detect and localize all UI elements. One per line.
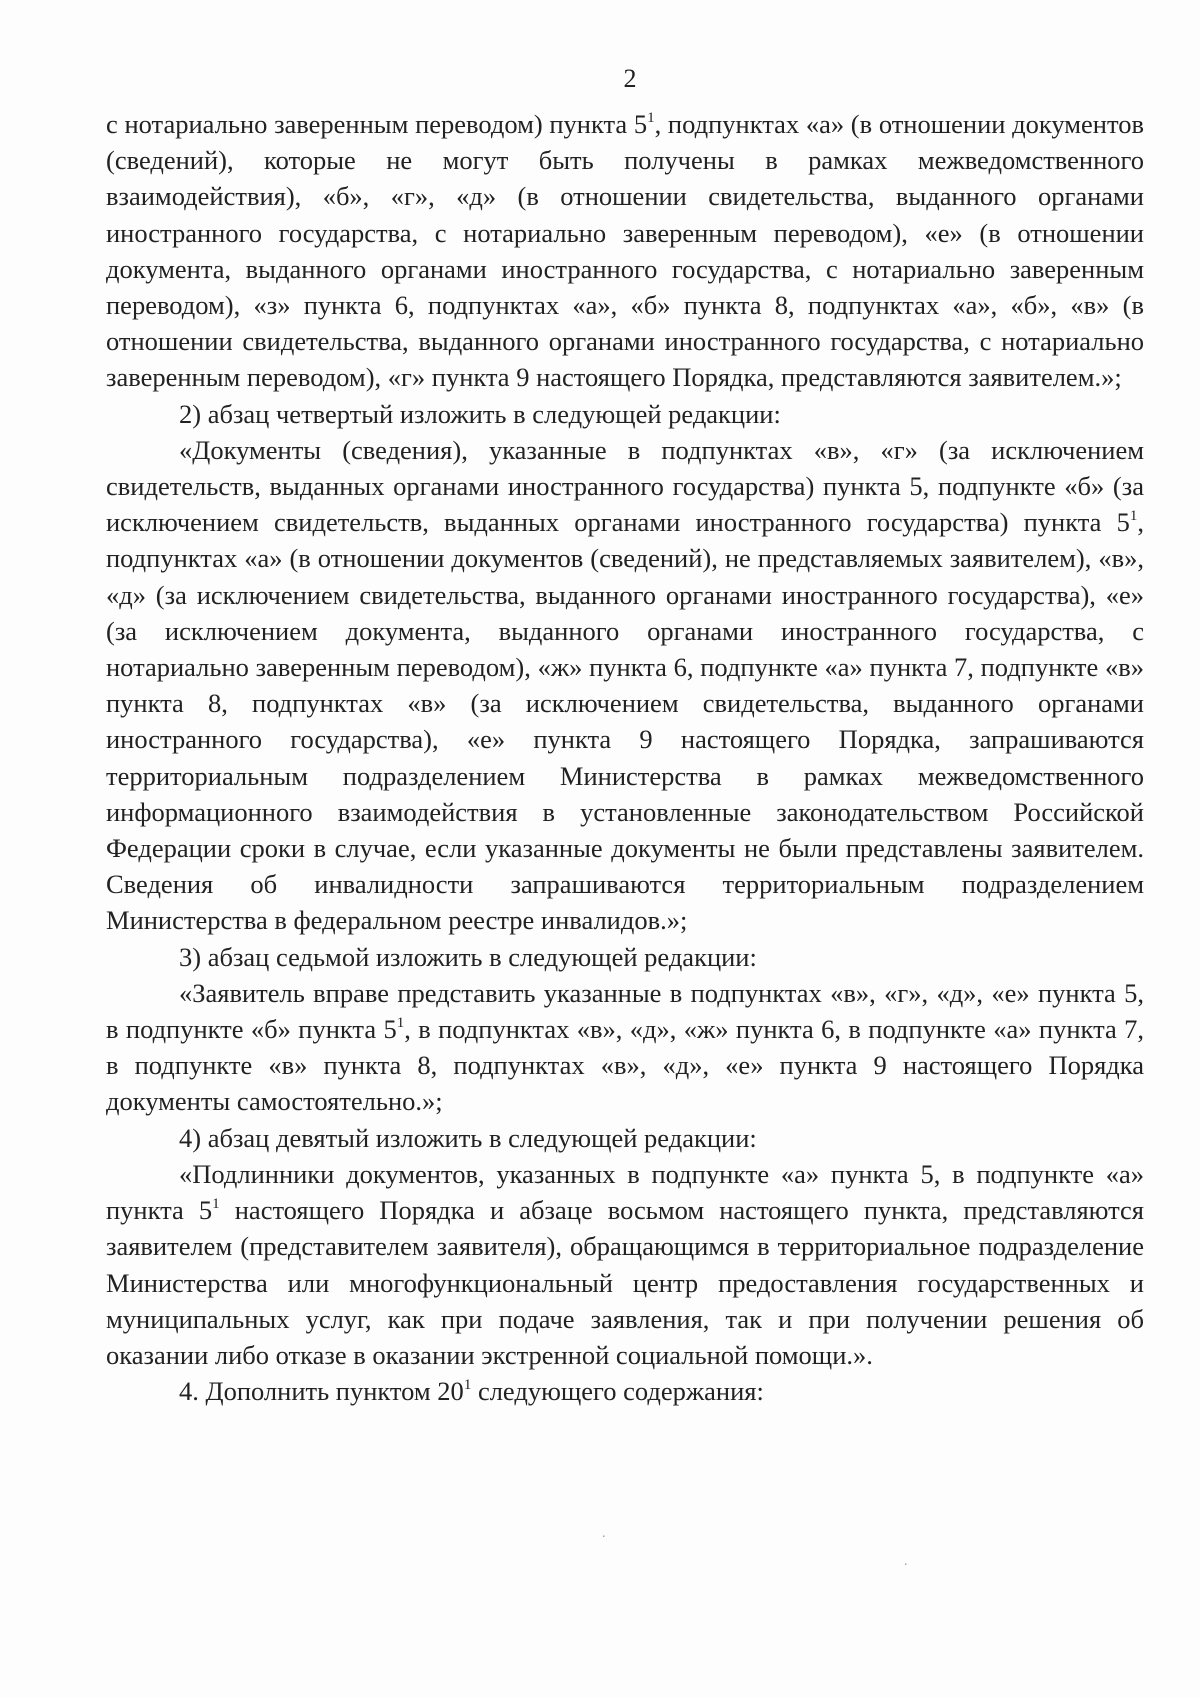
paragraph-text: , подпунктах «а» (в отношении документов (сведений), которые не могут быть получены в рамках межведомственного взаимодействия), «б», «г», «д» (в отношении свидетельства, выданного органами иностранного государства, с нотариально заверенным переводом), «е» (в отношении документа, выданного органами иностранного государства, с нотариально заверенным переводом), «з» пункта 6, подпунктах «а», «б» пункта 8, подпунктах «а», «б», «в» (в отношении свидетельства, выданного органами иностранного государства, с нотариально заверенным переводом), «г» пункта 9 настоящего Порядка, представляются заявителем.»; <box>106 109 1144 393</box>
paragraph-text: 4) абзац девятый изложить в следующей редакции: <box>179 1122 757 1153</box>
paragraph-text: настоящего Порядка и абзаце восьмом настоящего пункта, представляются заявителем (представителем заявителя), обращающимся в территориальное подразделение Министерства или многофункциональный центр предоставления государственных и муниципальных услуг, как при подаче заявления, так и при получении решения об оказании либо отказе в оказании экстренной социальной помощи.». <box>106 1195 1144 1370</box>
paragraph <box>106 1120 1144 1156</box>
paragraph-text: с нотариально заверенным переводом) пункта 5 <box>106 109 648 139</box>
superscript-index: 1 <box>212 1196 220 1213</box>
paragraph <box>106 939 1144 975</box>
superscript-index: 1 <box>1129 508 1138 525</box>
superscript-index: 1 <box>463 1377 472 1394</box>
paragraph-text: , подпунктах «а» (в отношении документов (сведений), не представляемых заявителем), «в», «д» (за исключением свидетельства, выданного органами иностранного государства), «е» (за исключением документа, выданного органами иностранного государства, с нотариально заверенным переводом), «ж» пункта 6, подпункте «а» пункта 7, подпункте «в» пункта 8, подпунктах «в» (за исключением свидетельства, выданного органами иностранного государства), «е» пункта 9 настоящего Порядка, запрашиваются территориальным подразделением Министерства в рамках межведомственного информационного взаимодействия в установленные законодательством Российской Федерации сроки в случае, если указанные документы не были представлены заявителем. Сведения об инвалидности запрашиваются территориальным подразделением Министерства в федеральном реестре инвалидов.»; <box>106 507 1144 936</box>
paragraph-text: 3) абзац седьмой изложить в следующей редакции: <box>179 941 757 972</box>
paragraph-text: , в подпунктах «в», «д», «ж» пункта 6, в подпункте «а» пункта 7, в подпункте «в» пункта 8, подпунктах «в», «д», «е» пункта 9 настоящего Порядка документы самостоятельно.»; <box>106 1014 1144 1117</box>
document-body <box>106 106 1144 1409</box>
paragraph-text: следующего содержания: <box>471 1376 764 1407</box>
scan-speck: . <box>602 1526 606 1541</box>
paragraph-text: «Подлинники документов, указанных в подпункте «а» пункта 5, в подпункте «а» пункта 5 <box>106 1158 1144 1226</box>
paragraph <box>106 106 1144 396</box>
paragraph-text: «Заявитель вправе представить указанные в подпунктах «в», «г», «д», «е» пункта 5, в подпункте «б» пункта 5 <box>106 977 1144 1045</box>
paragraph-text: 2) абзац четвертый изложить в следующей редакции: <box>179 398 781 429</box>
paragraph-text: 4. Дополнить пунктом 20 <box>179 1376 464 1407</box>
paragraph <box>106 1373 1144 1409</box>
superscript-index: 1 <box>647 110 655 126</box>
paragraph <box>106 396 1144 432</box>
paragraph <box>106 1156 1144 1373</box>
paragraph <box>106 432 1144 939</box>
page-number: 2 <box>623 64 637 93</box>
paragraph <box>106 975 1144 1120</box>
scan-speck: . <box>904 1554 908 1569</box>
paragraph-text: «Документы (сведения), указанные в подпунктах «в», «г» (за исключением свидетельств, выданных органами иностранного государства) пункта 5, подпункте «б» (за исключением свидетельств, выданных органами иностранного государства) пункта 5 <box>106 434 1144 538</box>
superscript-index: 1 <box>396 1015 405 1032</box>
